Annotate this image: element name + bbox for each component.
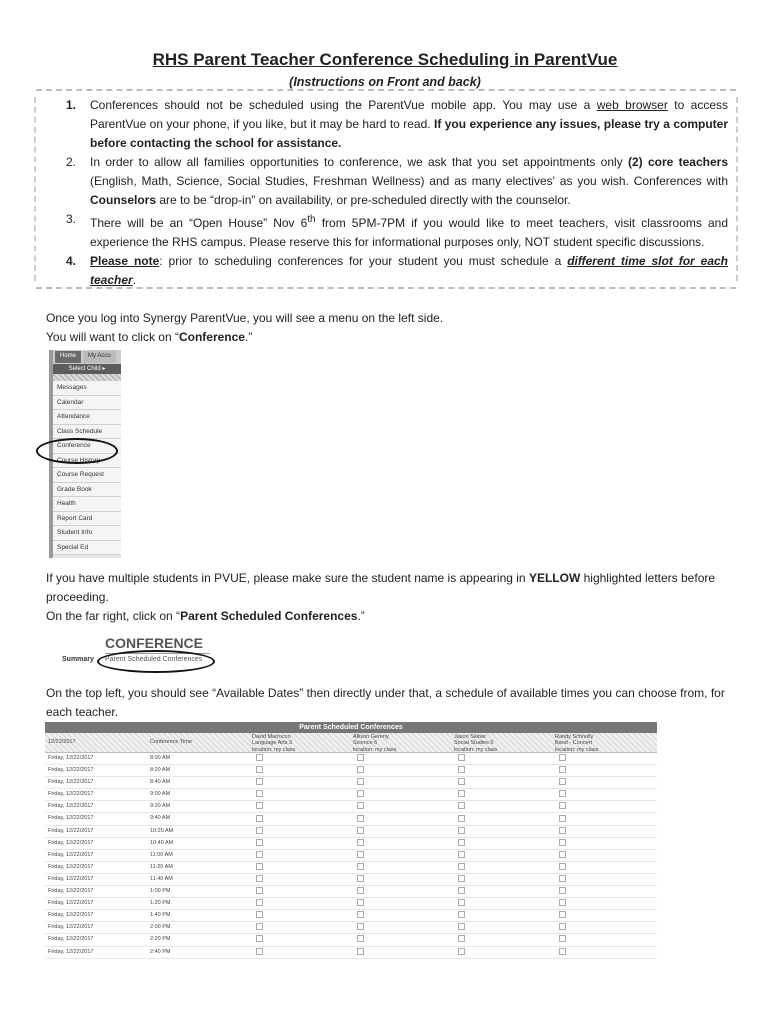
para-bold: YELLOW: [528, 571, 581, 585]
slot-cell: [454, 898, 555, 909]
row-date: Friday, 12/22/2017: [48, 779, 94, 786]
slot-cell: [454, 922, 555, 933]
slot-checkbox[interactable]: [256, 778, 263, 785]
item-text: .: [132, 273, 137, 287]
slot-checkbox[interactable]: [458, 948, 465, 955]
conference-heading: CONFERENCE: [105, 635, 204, 651]
slot-checkbox[interactable]: [357, 790, 364, 797]
slot-checkbox[interactable]: [256, 899, 263, 906]
slot-checkbox[interactable]: [458, 851, 465, 858]
row-time: 9:40 AM: [150, 815, 171, 822]
slot-cell: [252, 947, 353, 958]
row-date: Friday, 12/22/2017: [48, 924, 94, 931]
slot-cell: [252, 862, 353, 873]
item-text: In order to allow all families opportunities to conference, we ask that you set appointments only: [90, 155, 628, 169]
slot-cell: [555, 813, 656, 824]
menu-item-grade-book[interactable]: Grade Book: [53, 483, 121, 498]
conference-highlight-circle: [36, 438, 118, 464]
slot-checkbox[interactable]: [256, 754, 263, 761]
slot-checkbox[interactable]: [458, 899, 465, 906]
slot-cell: [353, 753, 454, 764]
item-text: : prior to scheduling conferences for your student you must schedule a: [159, 254, 568, 268]
para-bold: Conference: [178, 330, 245, 344]
slot-checkbox[interactable]: [458, 766, 465, 773]
slot-cell: [454, 765, 555, 776]
para-text: highlighted letters before proceeding.: [46, 571, 716, 604]
slot-checkbox[interactable]: [357, 899, 364, 906]
slot-cell: [353, 910, 454, 921]
item-bold-text: If you experience any issues, please try a computer before contacting the school for assistance.: [90, 117, 728, 150]
slot-cell: [252, 801, 353, 812]
slot-cell: [555, 947, 656, 958]
slot-checkbox[interactable]: [458, 815, 465, 822]
table-row: [45, 789, 657, 801]
menu-item-course-history[interactable]: Course History: [53, 454, 121, 469]
slot-cell: [252, 838, 353, 849]
slot-checkbox[interactable]: [357, 923, 364, 930]
slot-checkbox[interactable]: [256, 935, 263, 942]
slot-checkbox[interactable]: [458, 839, 465, 846]
slot-cell: [353, 862, 454, 873]
table-row: [45, 813, 657, 825]
parent-scheduled-conferences-link[interactable]: Parent Scheduled Conferences: [105, 656, 203, 663]
slot-checkbox[interactable]: [357, 875, 364, 882]
para-bold: Parent Scheduled Conferences: [180, 609, 358, 623]
item-bold-text: (2) core teachers: [627, 155, 728, 169]
row-time: 8:20 AM: [150, 767, 171, 774]
menu-item-student-info[interactable]: Student Info: [53, 526, 121, 541]
slot-cell: [454, 753, 555, 764]
slot-cell: [555, 765, 656, 776]
paragraph: On the top left, you should see “Available Dates” then directly under that, a schedule of available times you can choose from, for each teacher.: [46, 686, 725, 719]
row-time: 1:40 PM: [150, 912, 171, 919]
row-date: Friday, 12/22/2017: [48, 827, 94, 834]
slot-cell: [454, 862, 555, 873]
slot-checkbox[interactable]: [357, 778, 364, 785]
slot-cell: [252, 874, 353, 885]
menu-divider: [53, 374, 121, 381]
slot-checkbox[interactable]: [357, 935, 364, 942]
tab-account[interactable]: My Acco: [83, 351, 116, 363]
slot-checkbox[interactable]: [357, 911, 364, 918]
slot-checkbox[interactable]: [357, 839, 364, 846]
slot-checkbox[interactable]: [256, 827, 263, 834]
teacher-header: David Marrocco Language Arts 3 location: my class: [252, 734, 296, 753]
slot-cell: [353, 850, 454, 861]
menu-item-class-schedule[interactable]: Class Schedule: [53, 425, 121, 440]
slot-checkbox[interactable]: [559, 778, 566, 785]
select-child-button[interactable]: Select Child ▸: [53, 364, 121, 374]
slot-cell: [555, 801, 656, 812]
slot-checkbox[interactable]: [559, 754, 566, 761]
slot-checkbox[interactable]: [256, 923, 263, 930]
row-time: 11:40 AM: [150, 875, 173, 882]
row-time: 10:40 AM: [150, 839, 174, 846]
slot-cell: [252, 777, 353, 788]
slot-checkbox[interactable]: [559, 790, 566, 797]
date-header: 12/22/2017: [48, 739, 76, 745]
slot-cell: [454, 934, 555, 945]
slot-cell: [252, 886, 353, 897]
row-time: 11:00 AM: [150, 851, 173, 858]
web-browser-link[interactable]: web browser: [596, 98, 668, 112]
slot-checkbox[interactable]: [559, 935, 566, 942]
slot-checkbox[interactable]: [559, 839, 566, 846]
slot-cell: [252, 826, 353, 837]
slot-cell: [555, 922, 656, 933]
slot-checkbox[interactable]: [458, 911, 465, 918]
slot-cell: [454, 813, 555, 824]
page-title: RHS Parent Teacher Conference Scheduling in ParentVue: [152, 50, 618, 69]
slot-cell: [555, 874, 656, 885]
slot-checkbox[interactable]: [559, 766, 566, 773]
slot-checkbox[interactable]: [559, 887, 566, 894]
row-date: Friday, 12/22/2017: [48, 900, 94, 907]
slot-checkbox[interactable]: [458, 875, 465, 882]
slot-checkbox[interactable]: [256, 766, 263, 773]
instruction-item: [46, 96, 728, 153]
menu-item-health[interactable]: Health: [53, 497, 121, 512]
slot-cell: [252, 850, 353, 861]
row-date: Friday, 12/22/2017: [48, 912, 94, 919]
slot-checkbox[interactable]: [559, 863, 566, 870]
slot-checkbox[interactable]: [458, 778, 465, 785]
slot-cell: [252, 813, 353, 824]
table-title: Parent Scheduled Conferences: [45, 722, 657, 733]
item-number: 4.: [66, 254, 77, 268]
slot-cell: [454, 910, 555, 921]
slot-checkbox[interactable]: [559, 923, 566, 930]
para-text: You will want to click on “: [46, 330, 179, 344]
slot-checkbox[interactable]: [357, 754, 364, 761]
slot-checkbox[interactable]: [256, 875, 263, 882]
slot-cell: [252, 789, 353, 800]
slot-cell: [454, 838, 555, 849]
row-date: Friday, 12/22/2017: [48, 851, 94, 858]
slot-cell: [454, 947, 555, 958]
row-time: 1:00 PM: [150, 888, 171, 895]
row-date: Friday, 12/22/2017: [48, 875, 94, 882]
menu-item-special-ed[interactable]: Special Ed: [53, 541, 121, 556]
row-time: 11:20 AM: [150, 863, 173, 870]
item-text: There will be an “Open House” Nov 6: [90, 216, 308, 230]
slot-checkbox[interactable]: [256, 948, 263, 955]
row-date: Friday, 12/22/2017: [48, 936, 94, 943]
teacher-header: Randy Schnolly Band - Concert location: my class: [555, 734, 599, 753]
slot-cell: [252, 934, 353, 945]
row-time: 9:20 AM: [150, 803, 171, 810]
row-date: Friday, 12/22/2017: [48, 839, 94, 846]
row-time: 2:00 PM: [150, 924, 171, 931]
slot-cell: [555, 826, 656, 837]
slot-cell: [252, 765, 353, 776]
slot-cell: [353, 947, 454, 958]
slot-cell: [555, 789, 656, 800]
slot-checkbox[interactable]: [458, 887, 465, 894]
row-date: Friday, 12/22/2017: [48, 948, 94, 955]
paragraph: [46, 309, 736, 347]
row-date: Friday, 12/22/2017: [48, 815, 94, 822]
slot-checkbox[interactable]: [256, 815, 263, 822]
slot-cell: [353, 898, 454, 909]
instructions-list: [46, 96, 728, 290]
slot-checkbox[interactable]: [357, 827, 364, 834]
slot-checkbox[interactable]: [357, 815, 364, 822]
slot-cell: [353, 874, 454, 885]
slot-checkbox[interactable]: [559, 948, 566, 955]
para-text: .”: [357, 609, 365, 623]
table-row: [45, 801, 657, 813]
table-header-row: [45, 733, 657, 753]
slot-checkbox[interactable]: [559, 851, 566, 858]
slot-checkbox[interactable]: [357, 802, 364, 809]
conference-schedule-table: [45, 722, 657, 959]
psc-highlight-circle: [97, 650, 215, 673]
slot-cell: [454, 801, 555, 812]
item-label: Please note: [90, 254, 160, 268]
table-row: [45, 862, 657, 874]
menu-item-report-card[interactable]: Report Card: [53, 512, 121, 527]
slot-cell: [353, 886, 454, 897]
slot-cell: [555, 850, 656, 861]
slot-cell: [555, 777, 656, 788]
item-text: (English, Math, Science, Social Studies, Freshman Wellness) and as many electives' as you wish. Conferences with: [90, 174, 728, 188]
instruction-item: [46, 153, 728, 210]
menu-item-messages[interactable]: Messages: [53, 381, 121, 396]
page-subtitle: (Instructions on Front and back): [289, 75, 481, 89]
slot-cell: [555, 934, 656, 945]
time-header: Conference Time: [150, 739, 192, 745]
row-time: 8:00 AM: [150, 755, 171, 761]
slot-cell: [454, 826, 555, 837]
row-time: 2:40 PM: [150, 948, 171, 955]
slot-cell: [555, 910, 656, 921]
row-time: 9:00 AM: [150, 791, 171, 798]
slot-checkbox[interactable]: [559, 875, 566, 882]
row-date: Friday, 12/22/2017: [48, 888, 94, 895]
table-row: [45, 765, 657, 777]
slot-cell: [555, 838, 656, 849]
slot-cell: [454, 850, 555, 861]
table-row: [45, 777, 657, 789]
slot-cell: [555, 898, 656, 909]
item-text: to access ParentVue on your phone, if you like, but it may be hard to read.: [90, 98, 728, 131]
item-number: 2.: [66, 155, 77, 169]
slot-cell: [252, 910, 353, 921]
menu-item-attendance[interactable]: Attendance: [53, 410, 121, 425]
slot-cell: [555, 862, 656, 873]
slot-checkbox[interactable]: [256, 887, 263, 894]
slot-cell: [353, 765, 454, 776]
slot-checkbox[interactable]: [458, 935, 465, 942]
row-date: Friday, 12/22/2017: [48, 863, 94, 870]
row-date: Friday, 12/22/2017: [48, 767, 94, 774]
table-row: [45, 874, 657, 886]
slot-checkbox[interactable]: [357, 766, 364, 773]
item-number: 1.: [66, 98, 77, 112]
table-row: [45, 910, 657, 922]
para-text: On the far right, click on “: [46, 609, 181, 623]
slot-cell: [353, 934, 454, 945]
teacher-header: Jason Sieber Social Studies 6 location: my class: [454, 734, 498, 753]
slot-checkbox[interactable]: [256, 802, 263, 809]
slot-checkbox[interactable]: [256, 911, 263, 918]
slot-checkbox[interactable]: [256, 790, 263, 797]
menu-item-calendar[interactable]: Calendar: [53, 396, 121, 411]
slot-checkbox[interactable]: [357, 948, 364, 955]
slot-checkbox[interactable]: [357, 863, 364, 870]
slot-checkbox[interactable]: [357, 851, 364, 858]
item-text: are to be “drop-in” on availability, or pre-scheduled directly with the counselor.: [156, 193, 571, 207]
slot-checkbox[interactable]: [458, 863, 465, 870]
slot-cell: [353, 922, 454, 933]
teacher-header: Allison Gereny Science 6 location: my class: [353, 734, 397, 753]
item-text: from 5PM-7PM if you would like to meet teachers, visit classrooms and experience the RHS campus. Please reserve this for informational purposes only, NOT student specific discussions.: [90, 216, 728, 249]
para-text: Once you log into Synergy ParentVue, you will see a menu on the left side.: [46, 311, 444, 325]
row-time: 1:20 PM: [150, 900, 171, 907]
menu-tabs: [53, 350, 121, 364]
row-time: 2:20 PM: [150, 936, 171, 943]
summary-link[interactable]: Summary: [62, 656, 94, 663]
slot-checkbox[interactable]: [458, 754, 465, 761]
slot-checkbox[interactable]: [559, 802, 566, 809]
row-date: Friday, 12/22/2017: [48, 755, 94, 761]
table-row: [45, 898, 657, 910]
slot-cell: [252, 898, 353, 909]
slot-cell: [353, 813, 454, 824]
row-time: 8:40 AM: [150, 779, 171, 786]
item-emphasis: different time slot for each teacher: [90, 254, 729, 287]
slot-cell: [353, 777, 454, 788]
table-row: [45, 850, 657, 862]
slot-cell: [454, 789, 555, 800]
item-text: Conferences should not be scheduled using the ParentVue mobile app. You may use a: [90, 98, 597, 112]
slot-cell: [353, 789, 454, 800]
slot-cell: [555, 753, 656, 764]
slot-checkbox[interactable]: [256, 839, 263, 846]
slot-checkbox[interactable]: [256, 851, 263, 858]
slot-cell: [454, 886, 555, 897]
row-date: Friday, 12/22/2017: [48, 803, 94, 810]
item-number: 3.: [66, 212, 77, 226]
menu-item-course-request[interactable]: Course Request: [53, 468, 121, 483]
tab-home[interactable]: Home: [55, 351, 81, 363]
slot-checkbox[interactable]: [559, 899, 566, 906]
slot-checkbox[interactable]: [559, 827, 566, 834]
slot-cell: [353, 838, 454, 849]
table-row: [45, 922, 657, 934]
table-row: [45, 753, 657, 765]
item-bold-text: Counselors: [90, 193, 157, 207]
slot-cell: [555, 886, 656, 897]
table-row: [45, 934, 657, 946]
instruction-item: [46, 252, 728, 290]
slot-checkbox[interactable]: [458, 923, 465, 930]
slot-checkbox[interactable]: [458, 790, 465, 797]
row-time: 10:20 AM: [150, 827, 174, 834]
table-row: [45, 947, 657, 959]
slot-checkbox[interactable]: [559, 911, 566, 918]
superscript: th: [307, 214, 316, 225]
para-text: .”: [244, 330, 253, 344]
slot-checkbox[interactable]: [458, 802, 465, 809]
slot-cell: [454, 777, 555, 788]
instruction-item: [46, 210, 728, 252]
table-row: [45, 886, 657, 898]
paragraph: [46, 569, 736, 626]
para-text: If you have multiple students in PVUE, please make sure the student name is appearing in: [46, 571, 529, 585]
slot-checkbox[interactable]: [256, 863, 263, 870]
row-date: Friday, 12/22/2017: [48, 791, 94, 798]
menu-item-conference[interactable]: Conference: [53, 439, 121, 454]
table-row: [45, 826, 657, 838]
slot-cell: [353, 826, 454, 837]
slot-cell: [252, 922, 353, 933]
slot-checkbox[interactable]: [559, 815, 566, 822]
slot-cell: [353, 801, 454, 812]
slot-cell: [454, 874, 555, 885]
table-row: [45, 838, 657, 850]
slot-checkbox[interactable]: [357, 887, 364, 894]
slot-checkbox[interactable]: [458, 827, 465, 834]
slot-cell: [252, 753, 353, 764]
